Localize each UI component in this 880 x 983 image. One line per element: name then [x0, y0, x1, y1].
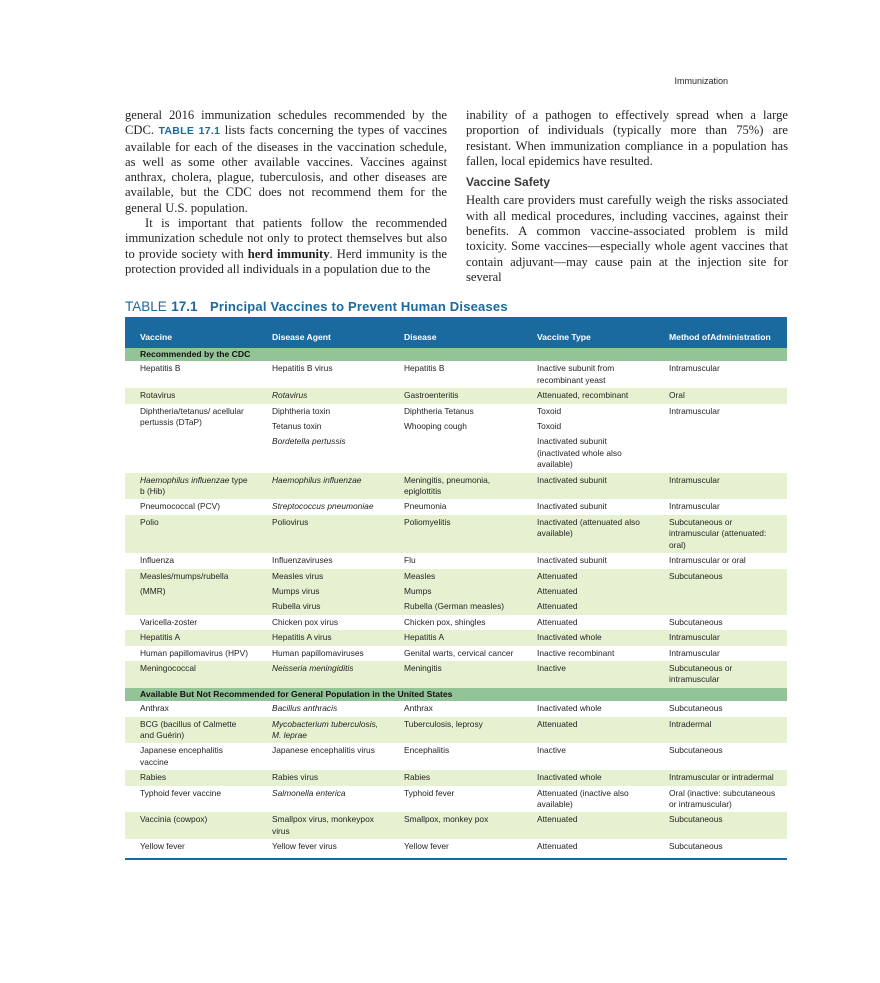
- cell-disease: Meningitis, pneumonia, epiglottitis: [389, 473, 522, 500]
- cell-vaccine: Japanese encephalitis vaccine: [140, 745, 223, 767]
- cell-agent: [257, 717, 389, 744]
- cell-line: Attenuated: [537, 601, 578, 612]
- cell-agent: [257, 388, 389, 403]
- text-span: lists facts concerning the types of vaccines available for each of the diseases in the vaccination schedule, as well as some other available vaccines. Vaccines against anthrax, cholera, plague, tuberculosis, and other diseases are available, but the CDC does not recommend them for the general U.S. population.: [125, 123, 447, 215]
- table-row: [125, 661, 787, 688]
- cell-agent: Influenzaviruses: [272, 555, 333, 566]
- cell-disease: Hepatitis B: [404, 363, 445, 374]
- vaccine-table: [125, 317, 787, 855]
- paragraph-3: inability of a pathogen to effectively spread when a large proportion of individuals (typically more than 75%) are resistant. When immunization compliance in a population has fallen, local epidemics have resulted.: [466, 108, 788, 168]
- left-column: [125, 108, 447, 277]
- cell-method: Intramuscular or intradermal: [654, 770, 787, 785]
- cell-disease: Flu: [404, 555, 416, 566]
- cell-method: Oral (inactive: subcutaneous or intramuscular): [669, 787, 776, 809]
- header-vaccine: Vaccine: [125, 317, 257, 348]
- cell-vaccine: Vaccinia (cowpox): [125, 812, 257, 839]
- cell-disease: Encephalitis: [404, 745, 450, 756]
- cell-vaccine: Typhoid fever vaccine: [140, 787, 222, 798]
- cell-vaccine: Anthrax: [140, 703, 169, 714]
- table-row: [125, 473, 787, 500]
- table-row: [125, 646, 787, 661]
- key-term: herd immunity: [247, 246, 330, 261]
- cell-disease: Anthrax: [404, 703, 433, 714]
- cell-line: Rubella (German measles): [404, 601, 505, 612]
- paragraph-4: Health care providers must carefully weigh the risks associated with all medical procedures, including vaccines, against their benefits. A common vaccine-associated problem is mild toxicity. Some vaccines—especially whole agent vaccines that contain adjuvant—may cause pain at the injection site for several: [466, 193, 788, 284]
- cell-method: Subcutaneous: [669, 616, 723, 627]
- text-span: general 2016 immunization schedules recommended by the CDC.: [125, 108, 447, 138]
- cell-line: Whooping cough: [404, 421, 467, 432]
- table-row: [125, 786, 787, 813]
- italic-text: Salmonella enterica: [272, 787, 346, 798]
- cell-method: Subcutaneous or intramuscular (attenuated: oral): [654, 515, 787, 553]
- cell-method: Subcutaneous: [654, 569, 787, 615]
- cell-line: Toxoid: [537, 421, 562, 432]
- cell-disease: Meningitis: [389, 661, 522, 688]
- cell-vaccine: Polio: [125, 515, 257, 553]
- cell-type: Inactive: [522, 661, 654, 688]
- table-row: [125, 717, 787, 744]
- header-disease: Disease: [389, 317, 522, 348]
- section-label: Recommended by the CDC: [125, 348, 787, 361]
- cell-method: Intramuscular: [654, 630, 787, 645]
- cell-disease: Genital warts, cervical cancer: [404, 647, 514, 658]
- italic-text: Haemophilus influenzae: [272, 474, 362, 485]
- cell-vaccine: Hepatitis B: [140, 363, 181, 374]
- italic-text: Neisseria meningiditis: [272, 662, 354, 673]
- cell-disease: [389, 404, 522, 473]
- cell-disease: Pneumonia: [404, 501, 447, 512]
- table-row: [125, 701, 787, 716]
- cell-agent: [257, 499, 389, 514]
- cell-line: M. leprae: [272, 729, 307, 740]
- cell-agent: [257, 661, 389, 688]
- cell-type: [522, 569, 654, 615]
- cell-agent: [257, 569, 389, 615]
- cell-method: Subcutaneous or intramuscular: [654, 661, 787, 688]
- cell-agent: Yellow fever virus: [272, 841, 337, 852]
- cell-agent: Smallpox virus, monkeypox virus: [257, 812, 389, 839]
- cell-line: Toxoid: [537, 405, 562, 416]
- section-label: Available But Not Recommended for General Population in the United States: [125, 688, 787, 701]
- cell-vaccine: Meningococcal: [125, 661, 257, 688]
- cell-line: Attenuated: [537, 585, 578, 596]
- cell-vaccine: Varicella-zoster: [140, 616, 198, 627]
- cell-line: Mumps virus: [272, 585, 320, 596]
- cell-vaccine: Hepatitis A: [125, 630, 257, 645]
- table-number: 17.1: [171, 299, 198, 314]
- cell-line: Measles: [404, 570, 436, 581]
- cell-agent: Rabies virus: [257, 770, 389, 785]
- cell-agent: Japanese encephalitis virus: [272, 745, 375, 756]
- cell-agent: [257, 786, 389, 813]
- cell-line: Tetanus toxin: [272, 421, 322, 432]
- cell-type: Inactive subunit from recombinant yeast: [537, 363, 615, 385]
- cell-disease: Hepatitis A: [389, 630, 522, 645]
- cell-line: Rubella virus: [272, 601, 321, 612]
- cell-line: Bordetella pertussis: [272, 436, 346, 447]
- table-header-row: [125, 317, 787, 348]
- right-column: [466, 108, 788, 285]
- cell-type: Attenuated: [522, 812, 654, 839]
- section-heading: Vaccine Safety: [466, 175, 551, 190]
- table-reference: TABLE 17.1: [158, 125, 221, 138]
- cell-type: Attenuated (inactive also available): [537, 787, 629, 809]
- cell-line: (MMR): [140, 585, 166, 596]
- table-row: [125, 499, 787, 514]
- cell-disease: Rabies: [389, 770, 522, 785]
- cell-line: Diphtheria Tetanus: [404, 405, 474, 416]
- cell-disease: Gastroenteritis: [389, 388, 522, 403]
- cell-method: Subcutaneous: [669, 745, 723, 756]
- cell-method: Subcutaneous: [669, 841, 723, 852]
- cell-type: Attenuated, recombinant: [522, 388, 654, 403]
- cell-agent: Hepatitis A virus: [257, 630, 389, 645]
- table-row: [125, 770, 787, 785]
- header-method: [654, 317, 787, 348]
- italic-text: Rotavirus: [272, 390, 308, 401]
- cell-type: Attenuated: [537, 616, 578, 627]
- table-name: Principal Vaccines to Prevent Human Diseases: [209, 299, 508, 314]
- cell-method: Intramuscular: [669, 647, 720, 658]
- italic-text: Bacillus anthracis: [272, 703, 338, 714]
- cell-type: Inactivated whole: [522, 630, 654, 645]
- table-row: [125, 515, 787, 553]
- cell-type: Inactivated whole: [522, 770, 654, 785]
- cell-type: Inactivated (attenuated also available): [522, 515, 654, 553]
- cell-method: Oral: [654, 388, 787, 403]
- italic-text: Haemophilus influenzae: [140, 474, 230, 485]
- table-row: [125, 812, 787, 839]
- cell-agent: [257, 404, 389, 473]
- cell-line: Measles virus: [272, 570, 324, 581]
- cell-method: Subcutaneous: [669, 703, 723, 714]
- table-row: [125, 361, 787, 388]
- cell-method: Intradermal: [654, 717, 787, 744]
- cell-type: Inactivated whole: [537, 703, 602, 714]
- cell-agent: Hepatitis B virus: [272, 363, 333, 374]
- cell-disease: Poliomyelitis: [389, 515, 522, 553]
- table-row: [125, 553, 787, 568]
- cell-disease: Typhoid fever: [404, 787, 455, 798]
- text-span: It is important that patients follow the recommended immunization schedule not only to protect themselves but also to provide society with: [125, 216, 447, 261]
- cell-method: Intramuscular or oral: [669, 555, 746, 566]
- table-row: [125, 615, 787, 630]
- cell-disease: Smallpox, monkey pox: [389, 812, 522, 839]
- cell-method: Subcutaneous: [654, 812, 787, 839]
- cell-type: Inactive recombinant: [537, 647, 615, 658]
- header-method-line2: Administration: [710, 331, 771, 342]
- cell-disease: Chicken pox, shingles: [404, 616, 486, 627]
- cell-vaccine: Human papillomavirus (HPV): [140, 647, 248, 658]
- cell-disease: [389, 569, 522, 615]
- cell-type: [522, 404, 654, 473]
- cell-type: Inactivated subunit: [537, 501, 607, 512]
- cell-line: Diphtheria toxin: [272, 405, 331, 416]
- cell-type: Inactive: [537, 745, 566, 756]
- cell-method: Intramuscular: [669, 501, 720, 512]
- table-row: [125, 630, 787, 645]
- table-row: [125, 404, 787, 473]
- cell-agent: [257, 701, 389, 716]
- table-row: [125, 388, 787, 403]
- paragraph-2: [125, 216, 447, 277]
- running-head: Immunization: [674, 76, 728, 86]
- header-vaccine-type: Vaccine Type: [522, 317, 654, 348]
- cell-vaccine: Rabies: [125, 770, 257, 785]
- cell-vaccine: [125, 473, 257, 500]
- paragraph-1: [125, 108, 447, 216]
- table-row: [125, 569, 787, 615]
- cell-agent: [257, 473, 389, 500]
- cell-type: Attenuated: [537, 841, 578, 852]
- italic-text: Streptococcus pneumoniae: [272, 501, 374, 512]
- cell-line: Attenuated: [537, 570, 578, 581]
- cell-vaccine: BCG (bacillus of Calmette and Guérin): [125, 717, 257, 744]
- cell-agent: Human papillomaviruses: [272, 647, 364, 658]
- cell-method: Intramuscular: [669, 405, 720, 416]
- table-row: [125, 839, 787, 854]
- section-row-recommended: [125, 348, 787, 361]
- cell-disease: Yellow fever: [404, 841, 449, 852]
- table-row: [125, 743, 787, 770]
- cell-method: Intramuscular: [654, 473, 787, 500]
- cell-line: Mycobacterium tuberculosis,: [272, 718, 379, 729]
- cell-vaccine: Influenza: [140, 555, 174, 566]
- cell-type: Inactivated subunit: [537, 555, 607, 566]
- cell-type: Inactivated subunit: [522, 473, 654, 500]
- text-span: type b (Hib): [140, 474, 248, 497]
- cell-line: Measles/mumps/rubella: [140, 570, 229, 581]
- text-span: . Herd immunity is the protection provided all individuals in a population due to the: [125, 246, 447, 276]
- cell-agent: Poliovirus: [257, 515, 389, 553]
- header-method-line1: Method of: [669, 331, 711, 342]
- table-label: TABLE: [125, 299, 167, 314]
- cell-line: Inactivated subunit (inactivated whole also available): [537, 436, 622, 470]
- cell-vaccine: Diphtheria/tetanus/ acellular pertussis (DTaP): [140, 405, 244, 428]
- cell-method: Intramuscular: [669, 363, 720, 374]
- cell-type: Attenuated: [522, 717, 654, 744]
- table-title: [125, 298, 787, 316]
- section-row-not-recommended: [125, 688, 787, 701]
- cell-vaccine: [125, 569, 257, 615]
- table-bottom-rule: [125, 858, 787, 860]
- cell-vaccine: Yellow fever: [140, 841, 185, 852]
- header-disease-agent: Disease Agent: [257, 317, 389, 348]
- cell-disease: Tuberculosis, leprosy: [389, 717, 522, 744]
- cell-line: Mumps: [404, 585, 432, 596]
- cell-vaccine: Pneumococcal (PCV): [140, 501, 221, 512]
- cell-vaccine: Rotavirus: [125, 388, 257, 403]
- cell-agent: Chicken pox virus: [272, 616, 339, 627]
